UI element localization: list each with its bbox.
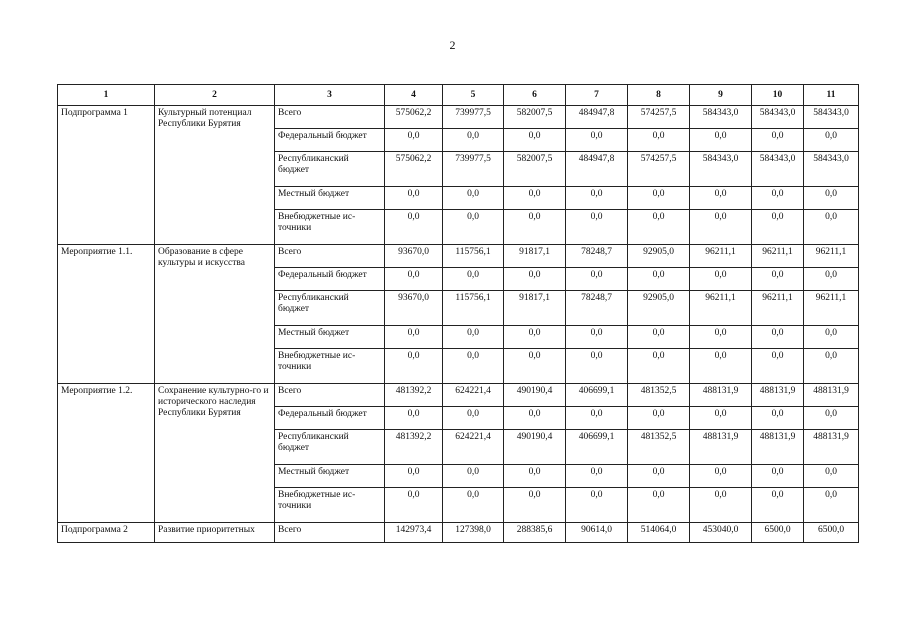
column-header: 1	[58, 85, 155, 106]
funding-source-cell: Республиканский бюджет	[275, 430, 385, 465]
value-cell: 0,0	[804, 465, 859, 488]
value-cell: 90614,0	[566, 523, 628, 543]
value-cell: 584343,0	[752, 152, 804, 187]
value-cell: 490190,4	[504, 384, 566, 407]
value-cell: 406699,1	[566, 384, 628, 407]
value-cell: 488131,9	[752, 384, 804, 407]
funding-source-cell: Всего	[275, 106, 385, 129]
value-cell: 0,0	[690, 488, 752, 523]
value-cell: 91817,1	[504, 291, 566, 326]
value-cell: 0,0	[385, 326, 443, 349]
value-cell: 739977,5	[443, 106, 504, 129]
value-cell: 575062,2	[385, 106, 443, 129]
funding-source-cell: Федеральный бюджет	[275, 407, 385, 430]
column-header: 3	[275, 85, 385, 106]
value-cell: 0,0	[566, 210, 628, 245]
funding-source-cell: Местный бюджет	[275, 326, 385, 349]
value-cell: 0,0	[804, 326, 859, 349]
value-cell: 0,0	[566, 129, 628, 152]
value-cell: 0,0	[752, 465, 804, 488]
column-header: 9	[690, 85, 752, 106]
value-cell: 0,0	[504, 465, 566, 488]
value-cell: 93670,0	[385, 291, 443, 326]
value-cell: 0,0	[690, 407, 752, 430]
value-cell: 575062,2	[385, 152, 443, 187]
value-cell: 92905,0	[628, 245, 690, 268]
value-cell: 0,0	[504, 349, 566, 384]
value-cell: 0,0	[752, 268, 804, 291]
value-cell: 453040,0	[690, 523, 752, 543]
table-row	[58, 106, 859, 129]
value-cell: 584343,0	[804, 152, 859, 187]
value-cell: 484947,8	[566, 152, 628, 187]
budget-table	[57, 84, 859, 543]
value-cell: 0,0	[690, 210, 752, 245]
value-cell: 481392,2	[385, 384, 443, 407]
value-cell: 96211,1	[690, 245, 752, 268]
value-cell: 0,0	[504, 488, 566, 523]
value-cell: 0,0	[385, 210, 443, 245]
header-row	[58, 85, 859, 106]
value-cell: 484947,8	[566, 106, 628, 129]
value-cell: 142973,4	[385, 523, 443, 543]
value-cell: 0,0	[443, 326, 504, 349]
value-cell: 0,0	[804, 210, 859, 245]
value-cell: 0,0	[443, 349, 504, 384]
value-cell: 0,0	[804, 129, 859, 152]
value-cell: 0,0	[385, 349, 443, 384]
page-number: 2	[449, 38, 456, 52]
value-cell: 0,0	[690, 129, 752, 152]
funding-source-cell: Всего	[275, 523, 385, 543]
value-cell: 0,0	[690, 326, 752, 349]
value-cell: 0,0	[385, 407, 443, 430]
value-cell: 91817,1	[504, 245, 566, 268]
value-cell: 0,0	[752, 349, 804, 384]
value-cell: 127398,0	[443, 523, 504, 543]
program-name-cell: Развитие приоритетных	[155, 523, 275, 543]
value-cell: 0,0	[566, 488, 628, 523]
value-cell: 78248,7	[566, 291, 628, 326]
value-cell: 96211,1	[752, 291, 804, 326]
value-cell: 0,0	[443, 268, 504, 291]
value-cell: 0,0	[443, 187, 504, 210]
value-cell: 481352,5	[628, 430, 690, 465]
value-cell: 0,0	[804, 268, 859, 291]
value-cell: 574257,5	[628, 152, 690, 187]
value-cell: 0,0	[443, 129, 504, 152]
funding-source-cell: Местный бюджет	[275, 187, 385, 210]
value-cell: 0,0	[628, 129, 690, 152]
table-row	[58, 245, 859, 268]
value-cell: 481392,2	[385, 430, 443, 465]
value-cell: 488131,9	[690, 384, 752, 407]
value-cell: 584343,0	[690, 152, 752, 187]
program-cell: Подпрограмма 2	[58, 523, 155, 543]
program-name-cell: Культурный потенциал Республики Бурятия	[155, 106, 275, 245]
value-cell: 0,0	[628, 326, 690, 349]
value-cell: 0,0	[443, 488, 504, 523]
value-cell: 624221,4	[443, 430, 504, 465]
value-cell: 0,0	[504, 407, 566, 430]
value-cell: 96211,1	[804, 245, 859, 268]
value-cell: 514064,0	[628, 523, 690, 543]
value-cell: 0,0	[385, 488, 443, 523]
value-cell: 0,0	[690, 349, 752, 384]
value-cell: 6500,0	[804, 523, 859, 543]
value-cell: 0,0	[804, 407, 859, 430]
value-cell: 0,0	[504, 326, 566, 349]
column-header: 5	[443, 85, 504, 106]
table-row	[58, 384, 859, 407]
value-cell: 0,0	[504, 129, 566, 152]
value-cell: 6500,0	[752, 523, 804, 543]
value-cell: 115756,1	[443, 291, 504, 326]
value-cell: 115756,1	[443, 245, 504, 268]
value-cell: 93670,0	[385, 245, 443, 268]
program-name-cell: Образование в сфере культуры и искусства	[155, 245, 275, 384]
value-cell: 0,0	[804, 187, 859, 210]
value-cell: 0,0	[566, 407, 628, 430]
value-cell: 406699,1	[566, 430, 628, 465]
program-cell: Подпрограмма 1	[58, 106, 155, 245]
value-cell: 0,0	[752, 210, 804, 245]
value-cell: 0,0	[504, 210, 566, 245]
value-cell: 0,0	[628, 187, 690, 210]
value-cell: 582007,5	[504, 152, 566, 187]
value-cell: 490190,4	[504, 430, 566, 465]
column-header: 2	[155, 85, 275, 106]
value-cell: 96211,1	[752, 245, 804, 268]
value-cell: 488131,9	[804, 430, 859, 465]
value-cell: 624221,4	[443, 384, 504, 407]
value-cell: 0,0	[385, 465, 443, 488]
program-cell: Мероприятие 1.1.	[58, 245, 155, 384]
value-cell: 0,0	[443, 465, 504, 488]
value-cell: 0,0	[566, 465, 628, 488]
value-cell: 0,0	[385, 129, 443, 152]
funding-source-cell: Внебюджетные ис-точники	[275, 488, 385, 523]
value-cell: 0,0	[385, 187, 443, 210]
table-body	[58, 106, 859, 543]
value-cell: 488131,9	[690, 430, 752, 465]
value-cell: 0,0	[566, 268, 628, 291]
value-cell: 0,0	[752, 488, 804, 523]
value-cell: 0,0	[690, 187, 752, 210]
value-cell: 0,0	[628, 349, 690, 384]
value-cell: 0,0	[752, 326, 804, 349]
value-cell: 288385,6	[504, 523, 566, 543]
program-cell: Мероприятие 1.2.	[58, 384, 155, 523]
funding-source-cell: Всего	[275, 245, 385, 268]
value-cell: 0,0	[628, 210, 690, 245]
column-header: 4	[385, 85, 443, 106]
value-cell: 0,0	[690, 465, 752, 488]
value-cell: 0,0	[752, 187, 804, 210]
value-cell: 0,0	[566, 326, 628, 349]
value-cell: 0,0	[628, 488, 690, 523]
funding-source-cell: Федеральный бюджет	[275, 268, 385, 291]
value-cell: 0,0	[443, 407, 504, 430]
value-cell: 0,0	[504, 187, 566, 210]
funding-source-cell: Всего	[275, 384, 385, 407]
column-header: 7	[566, 85, 628, 106]
program-name-cell: Сохранение культурно-го и исторического наследия Республики Бурятия	[155, 384, 275, 523]
funding-source-cell: Внебюджетные ис-точники	[275, 210, 385, 245]
value-cell: 488131,9	[804, 384, 859, 407]
value-cell: 0,0	[566, 349, 628, 384]
value-cell: 0,0	[752, 129, 804, 152]
value-cell: 0,0	[804, 488, 859, 523]
value-cell: 582007,5	[504, 106, 566, 129]
value-cell: 481352,5	[628, 384, 690, 407]
value-cell: 584343,0	[690, 106, 752, 129]
value-cell: 96211,1	[690, 291, 752, 326]
funding-source-cell: Местный бюджет	[275, 465, 385, 488]
column-header: 11	[804, 85, 859, 106]
column-header: 10	[752, 85, 804, 106]
value-cell: 0,0	[504, 268, 566, 291]
value-cell: 739977,5	[443, 152, 504, 187]
value-cell: 0,0	[628, 465, 690, 488]
funding-source-cell: Республиканский бюджет	[275, 152, 385, 187]
value-cell: 0,0	[628, 407, 690, 430]
value-cell: 0,0	[443, 210, 504, 245]
value-cell: 584343,0	[752, 106, 804, 129]
value-cell: 0,0	[566, 187, 628, 210]
value-cell: 0,0	[385, 268, 443, 291]
value-cell: 0,0	[690, 268, 752, 291]
value-cell: 574257,5	[628, 106, 690, 129]
value-cell: 0,0	[752, 407, 804, 430]
value-cell: 0,0	[628, 268, 690, 291]
value-cell: 92905,0	[628, 291, 690, 326]
value-cell: 584343,0	[804, 106, 859, 129]
column-header: 8	[628, 85, 690, 106]
value-cell: 0,0	[804, 349, 859, 384]
value-cell: 96211,1	[804, 291, 859, 326]
column-header: 6	[504, 85, 566, 106]
table-row	[58, 523, 859, 543]
value-cell: 78248,7	[566, 245, 628, 268]
value-cell: 488131,9	[752, 430, 804, 465]
funding-source-cell: Республиканский бюджет	[275, 291, 385, 326]
funding-source-cell: Федеральный бюджет	[275, 129, 385, 152]
funding-source-cell: Внебюджетные ис-точники	[275, 349, 385, 384]
